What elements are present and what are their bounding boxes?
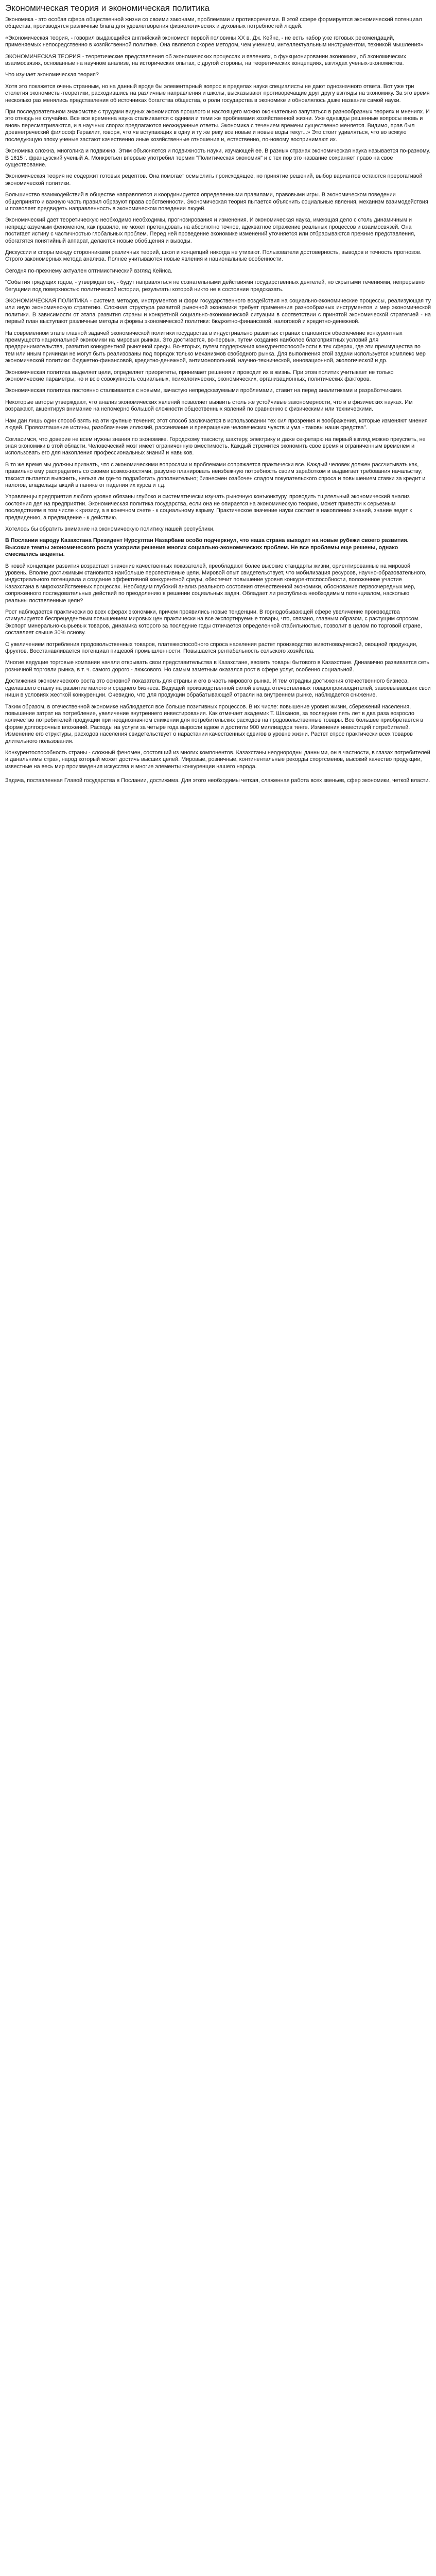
paragraph: Нам дан лишь один способ взять на эти крупные течения; этот способ заключается в использовании тех сил прозрения и воображения, которые изменяют мнения людей. Провозглашение истины, разоблачение иллюзий, рассеивание и превращение человеческих чувств и ума - таковы наши средства". [5,417,428,431]
paragraph: Экономическая политика выделяет цели, определяет приоритеты, принимает решения и проводит их в жизнь. При этом политик учитывает не только экономические параметры, но и всю совокупность социальных, психологических, экономических, организационных, политических факторов. [5,369,394,383]
paragraph: При последовательном знакомстве с трудами видных экономистов прошлого и настоящего можно окончательно запутаться в разнообразных теориях и мнениях. И это отнюдь не случайно. Все все временна наука сталкивается с одними и теми же проблемами хозяйственной жизни. Уже однажды решенные вопросы вновь и вновь пересматриваются, и в научных спорах предлагаются неожиданные ответы. Экономика с течением времени существенно меняется. Видимо, прав был древнегреческий философ Гераклит, говоря, что «в вступающих в одну и ту же реку все новые и новые воды текут...» Это стоит удивляться, что во всякую последующую эпоху ученые застают качественно иные хозяйственные отношения и, естественно, по-новому воспринимают их. [5,109,430,143]
paragraph: Многие ведущие торговые компании начали открывать свои представительства в Казахстане, ввозить товары бытового в Казахстане. Динамично развивается сеть розничной торговли рынка, в т. ч. самого дорого - люксового. Но самым заметным оказался рост в сфере услуг, особенно социальной. [5,659,429,673]
paragraph: «Экономическая теория, - говорил выдающийся английский экономист первой половины XX в. Дж. Кейнс, - не есть набор уже готовых рекомендаций, применяемых непосредственно в хозяйственной политике. Она является скорее методом, чем учением, интеллектуальным инструментом, техникой мышления» [5,35,424,48]
paragraph: Конкурентоспособность страны - сложный феномен, состоящий из многих компонентов. Казахстаны неоднородны данными, он в частности, в глазах потребителей и данальнимы стран, народ который может достичь высших целей. Мировые, розничные, континентальные рекорды спортсменов, высокий качество продукции, известные на весь мир произведения искусства и многие элементы конкуренции нашего народа. [5,749,430,770]
paragraph: Хотелось бы обратить внимание на экономическую политику нашей республики. [5,526,215,532]
paragraph: В новой концепции развития возрастает значение качественных показателей, преобладают более высокие стандарты жизни, ориентированные на мировой уровень. Вполне достижимым становится наибольше перспективные цели. Мировой опыт свидетельствует, что мобилизация ресурсов, научно-образовательного, индустриального потенциала и создание эффективной конкурентной среды, обеспечит повышение уровня конкурентоспособности, положенное участие Казахстана в мирохозяйственных процессах. Необходим глубокий анализ реального состояния отечественной экономики, обоснование первоочередных мер, сопряженного последовательных действий по преодолению в решении социальных задач. Обладает ли республика необходимым потенциалом, насколько реальны поставленные цели? [5,563,427,604]
paragraph: Экономический дает теоретическую необходимо необходимы, прогнозирования и изменения. И экономическая наука, имеющая дело с столь динамичным и непредсказуемым феноменом, как правило, не может претендовать на абсолютно точное, адекватное отражение реальных процессов и взаимосвязей. Она постигает истину с частичностью глобальных проблем. Перед ней проведение экономике изменений уточняется или отбрасываются прежние представления, обогатятся понятийный аппарат, делаются новые обобщения и выводы. [5,217,415,244]
paragraph: Экономическая политика постоянно сталкивается с новыми, зачастую непредсказуемыми проблемами, ставит на перед аналитиками и разработчиками. [5,387,403,394]
paragraph: На современном этапе главной задачей экономической политики государства в индустриально развитых странах становится обеспечение конкурентных преимуществ национальной экономики на мировых рынках. Это достигается, во-первых, путем создания наиболее благоприятных условий для предпринимательства, развития конкурентной рыночной среды. Во-вторых, путем поддержания конкурентоспособности в тех сферах, где эти преимущества по тем или иным причинам не могут быть реализованы под порядок только механизмов свободного рынка. Для выполнения этой задачи используется комплекс мер экономической политики: бюджетно-финансовой, кредитно-денежной, антимонопольной, научно-технической, инновационной, экологической и др. [5,330,426,364]
paragraph: Хотя это покажется очень странным, но на данный вроде бы элементарный вопрос в пределах науки специалисты не дают однозначного ответа. Вот уже три столетия экономисты-теоретики, расходившись на различные направления и школы, высказывают противоречащие друг другу взгляды на экономику. За это время несколько раз менялись представления об источниках богатства общества, о роли государства в экономике и обновлялось даже название самой науки. [5,83,430,104]
paragraph: Некоторые авторы утверждают, что анализ экономических явлений позволяет выявить столь же устойчивые закономерности, что и в физических науках. Им возражают, акцентируя внимание на непомерно большой сложности общественных явлений по сравнению с физическими или техническими. [5,399,413,413]
paragraph: Таким образом, в отечественной экономике наблюдается все больше позитивных процессов. В их числе: повышение уровня жизни, сбережений населения, повышение затрат на потребление, увеличение внутреннего инвестирования. Как отмечает академик Т. Шаханов, за последние пять лет в два раза возросло количество потребителей продукции при неоднозначном снижении для потребительских расходов на продовольственные товары. Все большее приобретается в форме долгосрочных вложений. Расходы на услуги за четыре года выросли вдвое и достигли 900 миллиардов тенге. Изменения инвестиций потребителей. Изменение его структуры, расходов населения свидетельствует о нарастании качественных сдвигов в уровне жизни. Растет спрос практически всех товаров длительного пользования. [5,703,424,744]
paragraph: Задача, поставленная Главой государства в Послании, достижима. Для этого необходимы четкая, слаженная работа всех звеньев, сфер экономики, четкой власти. [5,777,430,784]
paragraph: ЭКОНОМИЧЕСКАЯ ПОЛИТИКА - система методов, инструментов и форм государственного воздействия на социально-экономические процессы, реализующая ту или иную экономическую стратегию. Сложная структура развитой рыночной экономики требует применения разнообразных инструментов и мер экономической политики. В зависимости от этапа развития страны и конкретной социально-экономической ситуации в соответствии с принятой экономической стратегией - на первый план выступают различные методы и формы экономической политики: бюджетно-финансовой, налоговой и кредитно-денежной. [5,298,431,325]
paragraph: Согласимся, что доверие не всем нужны знания по экономике. Городскому таксисту, шахтеру, электрику и даже секретарю на первый взгляд можно преуспеть, не зная экономики в этой области. Человеческий мозг имеет ограниченную вместимость. Каждый стремится экономить свое время и ограниченным временем и использовать его для накопления профессиональных знаний и навыков. [5,436,426,456]
paragraph: Достижения экономического роста это основной показатель для страны и его в часть мирового рынка. И тем отрадны достижения отечественного бизнеса, сделавшего ставку на развитие малого и среднего бизнеса. Ведущей производственной силой вклада отечественных товаропроизводителей, завоевывающих свои ниши в условиях жесткой конкуренции. Очевидно, что для продукции обрабатывающей отрасли на внутреннем рынке, наблюдается снижение. [5,678,431,699]
paragraph: "События грядущих годов, - утверждал он, - будут направляться не сознательными действиями государственных деятелей, но скрытыми течениями, непрерывно бегущими под поверхностью политической истории, результаты которой никто не в состоянии предсказать. [5,279,425,293]
paragraph: Экономика - это особая сфера общественной жизни со своими законами, проблемами и противоречиями. В этой сфере формируется экономический потенциал общества, производятся различные блага для удовлетворения физиологических и духовных потребностей людей. [5,16,422,30]
document-title: Экономическая теория и экономическая политика [5,3,210,13]
document-body [5,16,431,785]
paragraph-highlight: В Послании народу Казахстана Президент Нурсултан Назарбаев особо подчеркнул, что наша страна выходит на новые рубежи своего развития. Высокие темпы экономического роста ускорили решение многих социально-экономических проблем. Не все проблемы еще решены, однако смесиались акценты. [5,537,409,558]
paragraph: Экономика сложна, многолика и подвижна. Этим объясняется и подвижность науки, изучающей ее. В разных странах экономическая наука называется по-разному. В 1615 г. французский ученый А. Монкретьен впервые употребил термин "Политическая экономия" и с тех пор это название сохраняет право на свое существование. [5,148,430,168]
paragraph: Сегодня по-прежнему актуален оптимистический взгляд Кейнса. [5,267,173,274]
paragraph: Что изучает экономическая теория? [5,72,99,78]
paragraph: Рост наблюдается практически во всех сферах экономики, причем проявились новые тенденции. В горнодобывающей сфере увеличение производства стимулируется беспрецедентным повышением мировых цен практически на все экспортируемые товары, что, связано, главным образом, с растущим спросом. Экспорт минерально-сырьевых товаров, динамика которого за последние годы отличается определенной стабильностью, позволит в целом по торговой стране, составляет свыше 30% основу. [5,609,422,636]
paragraph: Управленцы предприятия любого уровня обязаны глубоко и систематически изучать рыночную конъюнктуру, проводить тщательный экономический анализ состояния дел на предприятии. Экономическая политика государства, если она не опирается на экономическую теорию, может привести к серьезным последствиям в том числе к кризису, а в конечном счете - к социальному взрыву. Практическое значение науки состоит в накоплении знаний, знание ведет к предвидению, а предвидение - к действию. [5,494,412,521]
paragraph: Большинство взаимодействий в обществе направляется и координируется определенными правилами, правовыми игры. В экономическом поведении общепринято и важную часть правил образуют права собственности. Экономическая теория пытается объяснить социальные явления, механизм взаимодействия и позволяет предвидеть направленность в экономическом поведении людей. [5,192,428,212]
paragraph: В то же время мы должны признать, что с экономическими вопросами и проблемами сопряжается практически все. Каждый человек должен рассчитывать как, правильно ему распределять со своими возможностями, разумно планировать неизбежную потребность своим заработком и выдвигает требования начальству; таксист пытается выяснить, нельзя ли где-то подработать дополнительно; бизнесмен озабочен спадом покупательского спроса и повышением ставки за кредит и налогов, владельцы акций в панике от падения их курса и т.д. [5,461,426,488]
paragraph: Дискуссии и споры между сторонниками различных теорий, школ и концепций никогда не утихают. Пользователи достоверность, выводов и точность прогнозов. Строго закономерных метода анализа. Полнее учитываются новые явления и национальные особенности. [5,249,422,263]
paragraph: ЭКОНОМИЧЕСКАЯ ТЕОРИЯ - теоретические представления об экономических процессах и явлениях, о функционировании экономики, об экономических взаимосвязях, основанные на научном анализе, на исторических опытах, с другой стороны, на теоретических концепциях, взглядах ученых-экономистов. [5,53,406,67]
paragraph: Экономическая теория не содержит готовых рецептов. Она помогает осмыслить происходящее, но принятие решений, выбор вариантов остаются прерогативой экономической политики. [5,173,423,187]
paragraph: С увеличением потребления продовольственных товаров, платежеспособного спроса населения растет производство животноводческой, овощной продукции, фруктов. Восстанавливается потенциал пищевой промышленности. Повышается рентабельность сельского хозяйства. [5,641,418,655]
